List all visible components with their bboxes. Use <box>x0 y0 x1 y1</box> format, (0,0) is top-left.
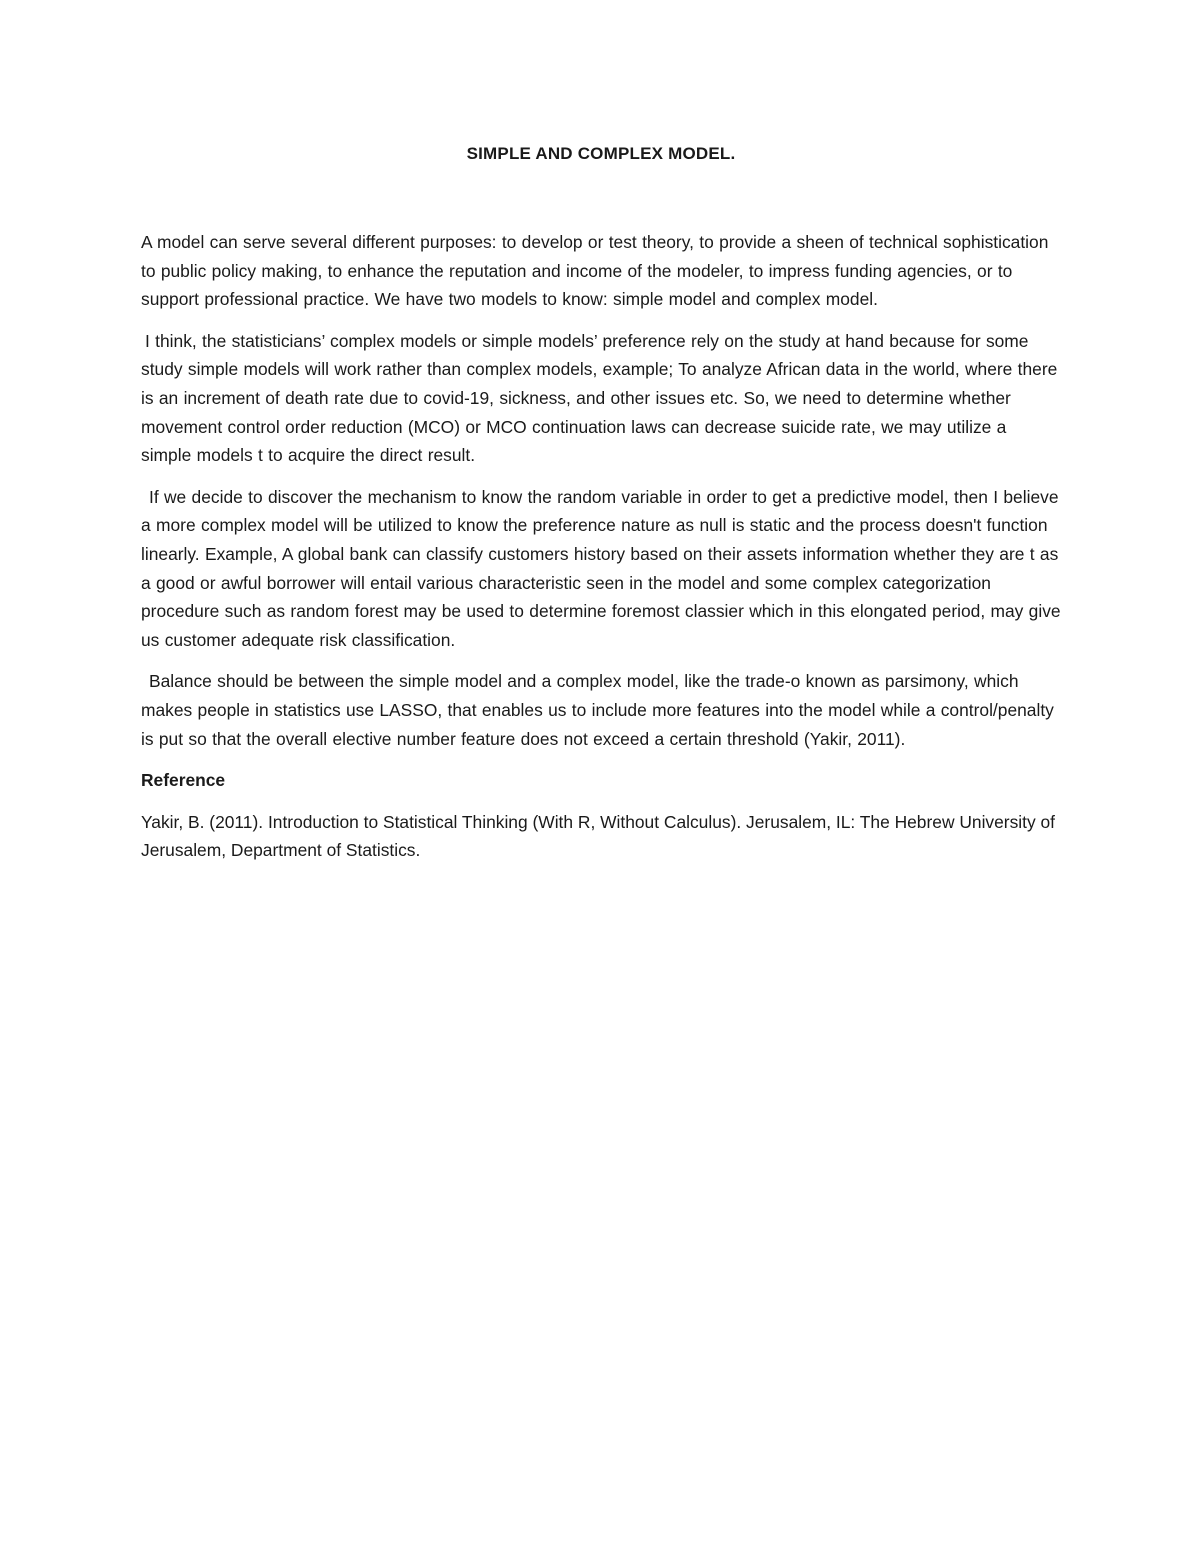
document-body <box>141 140 1061 865</box>
paragraph-complex-model: If we decide to discover the mechanism to know the random variable in order to get a predictive model, then I believe a more complex model will be utilized to know the preference nature as null is static and the process doesn't function linearly. Example, A global bank can classify customers history based on their assets information whether they are t as a good or awful borrower will entail various characteristic seen in the model and some complex categorization procedure such as random forest may be used to determine foremost classier which in this elongated period, may give us customer adequate risk classification. <box>141 486 1061 650</box>
paragraph-intro: A model can serve several different purposes: to develop or test theory, to provide a sheen of technical sophistication to public policy making, to enhance the reputation and income of the modeler, to impress funding agencies, or to support professional practice. We have two models to know: simple model and complex model. <box>141 232 1049 310</box>
paragraph-balance: Balance should be between the simple model and a complex model, like the trade-o known as parsimony, which makes people in statistics use LASSO, that enables us to include more features into the model while a control/penalty is put so that the overall elective number feature does not exceed a certain threshold (Yakir, 2011). <box>141 671 1054 749</box>
reference-entry: Yakir, B. (2011). Introduction to Statistical Thinking (With R, Without Calculus). Jerusalem, IL: The Hebrew University of Jerusalem, Department of Statistics. <box>141 811 1056 861</box>
document-title: SIMPLE AND COMPLEX MODEL. <box>466 144 736 163</box>
paragraph-opinion: I think, the statisticians’ complex models or simple models’ preference rely on the study at hand because for some study simple models will work rather than complex models, example; To analyze African data in the world, where there is an increment of death rate due to covid-19, sickness, and other issues etc. So, we need to determine whether movement control order reduction (MCO) or MCO continuation laws can decrease suicide rate, we may utilize a simple models t to acquire the direct result. <box>141 330 1058 466</box>
reference-heading: Reference <box>141 770 226 791</box>
